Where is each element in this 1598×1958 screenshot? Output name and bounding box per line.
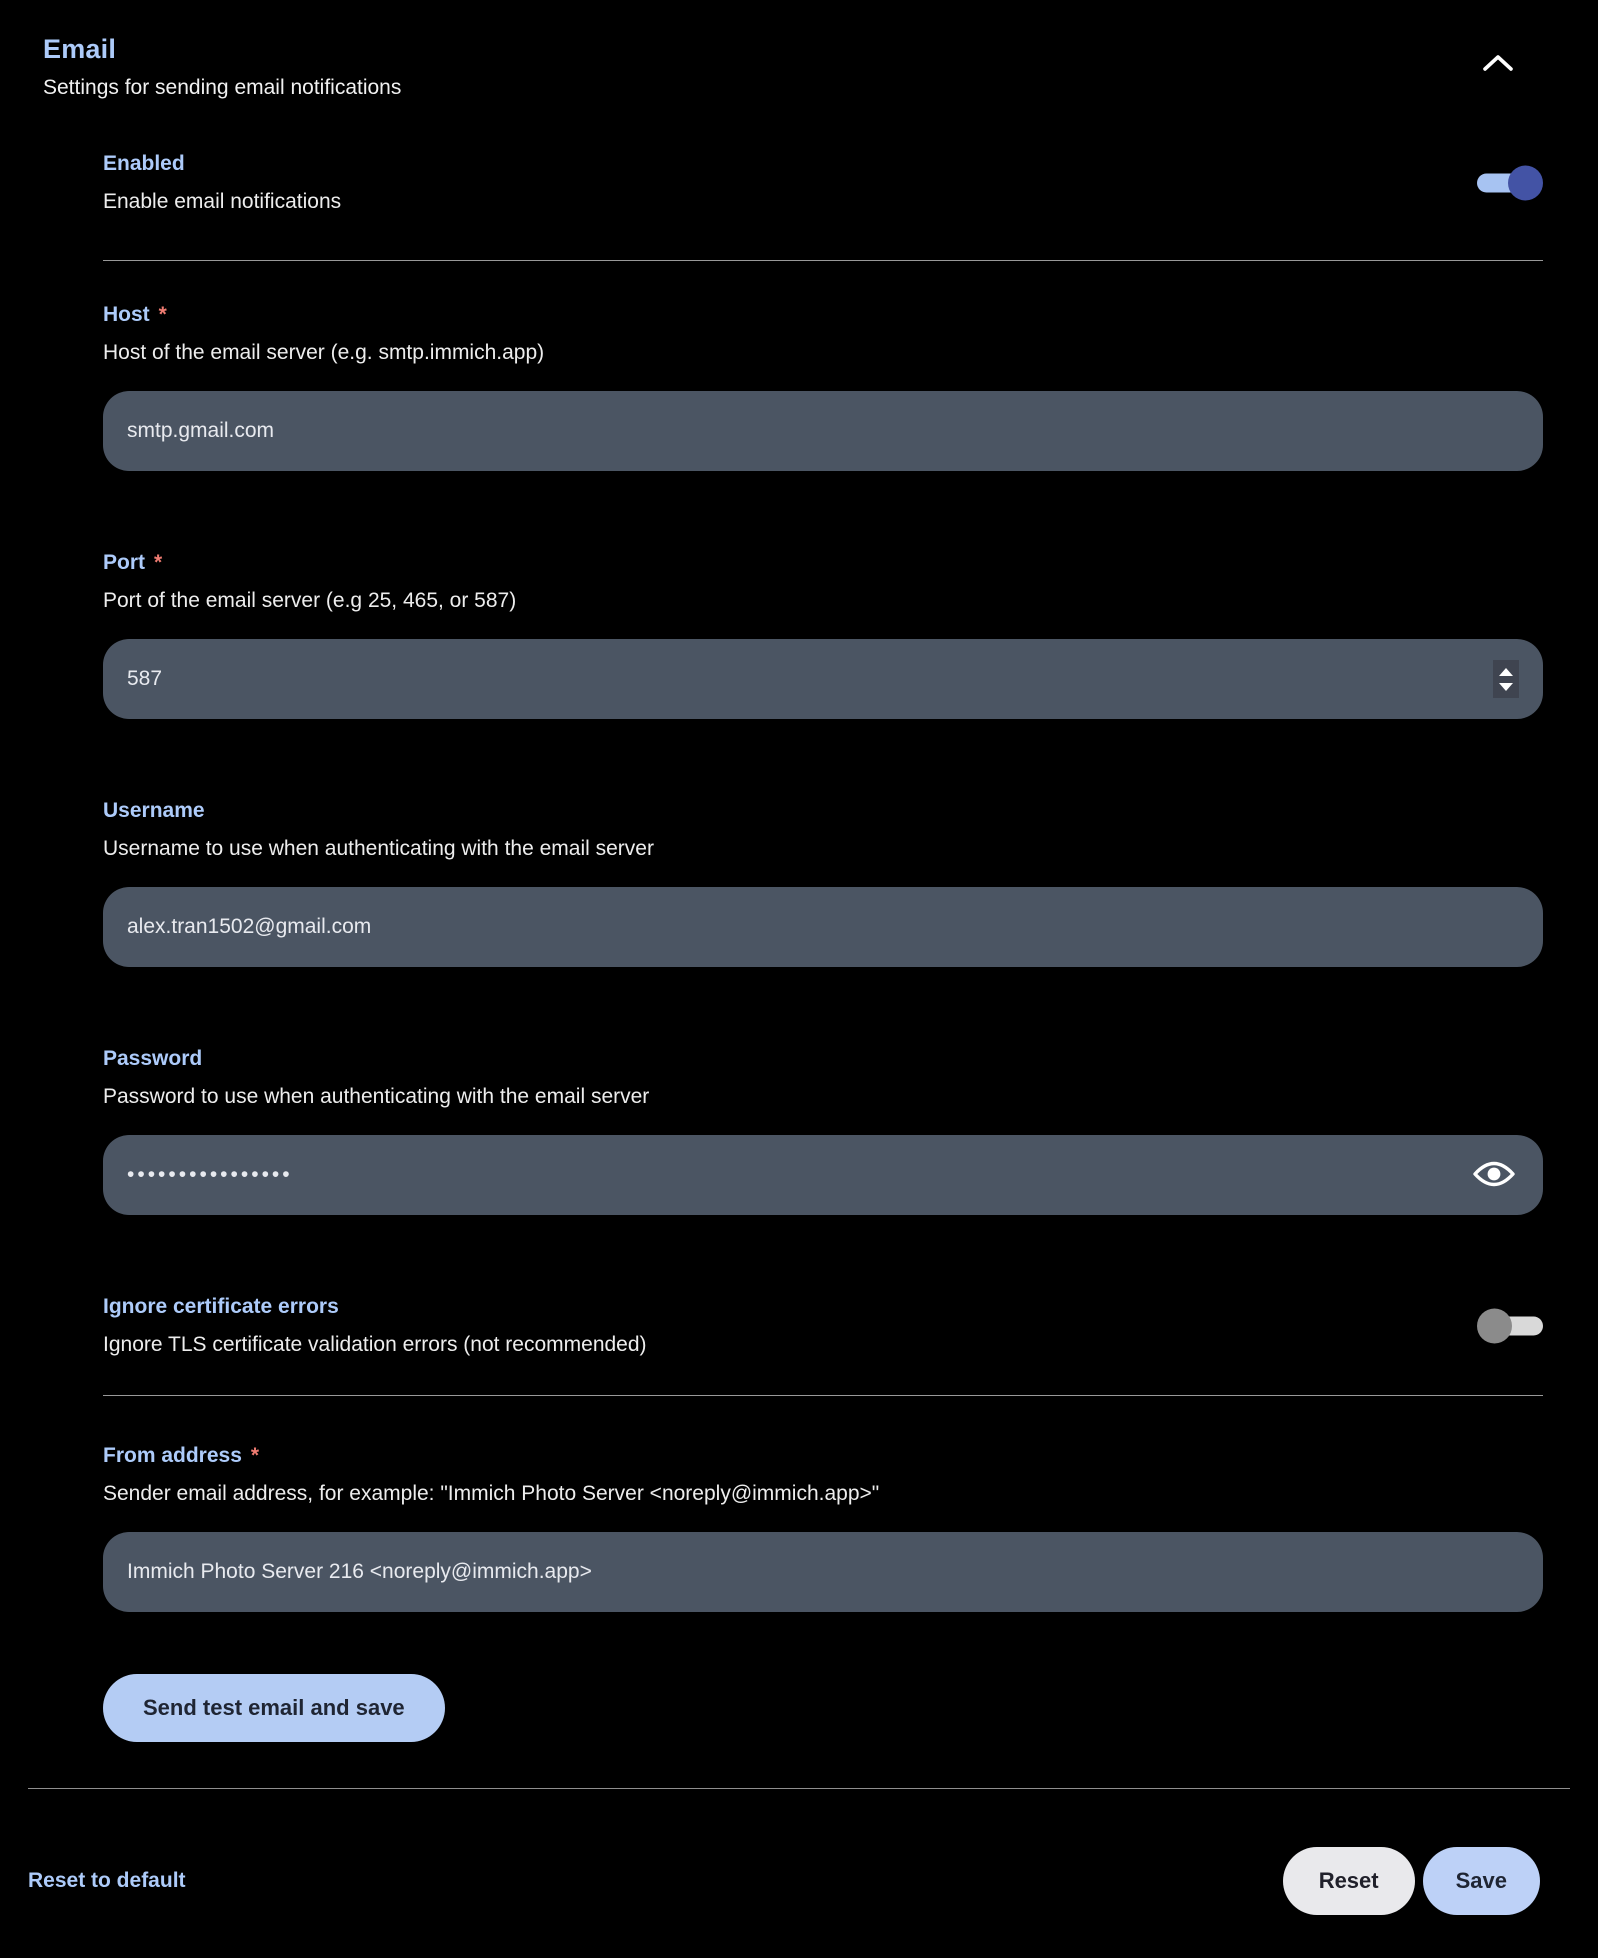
toggle-knob [1477,1309,1512,1344]
setting-port-group [103,551,1543,719]
footer-actions [28,1789,1540,1915]
stepper-up-icon[interactable] [1499,668,1513,676]
from-address-input[interactable] [103,1532,1543,1612]
enabled-label: Enabled [103,152,185,175]
required-asterisk: * [154,551,163,574]
stepper-down-icon[interactable] [1499,683,1513,691]
from-address-description: Sender email address, for example: "Immich Photo Server <noreply@immich.app>" [103,1482,880,1505]
save-button[interactable]: Save [1423,1847,1540,1915]
reset-to-default-link[interactable]: Reset to default [28,1869,186,1892]
chevron-up-icon [1481,52,1515,77]
page-title: Email [43,34,117,64]
password-input[interactable] [103,1135,1543,1215]
host-input[interactable] [103,391,1543,471]
password-description: Password to use when authenticating with the email server [103,1085,650,1108]
enabled-toggle[interactable] [1477,165,1543,201]
reset-button[interactable]: Reset [1283,1847,1415,1915]
port-description: Port of the email server (e.g 25, 465, or 587) [103,589,517,612]
setting-ignore-cert-row [103,1295,1543,1357]
host-label: Host [103,303,150,326]
setting-from-address-group [103,1444,1543,1612]
required-asterisk: * [158,303,167,326]
section-divider [103,1395,1543,1396]
password-label: Password [103,1047,203,1070]
section-divider [103,260,1543,261]
collapse-section-button[interactable] [1478,48,1518,80]
setting-username-group [103,799,1543,967]
settings-fields [103,152,1543,1742]
setting-password-group [103,1047,1543,1215]
required-asterisk: * [250,1444,260,1467]
send-test-email-button[interactable]: Send test email and save [103,1674,445,1742]
username-input[interactable] [103,887,1543,967]
toggle-knob [1508,166,1543,201]
setting-enabled-row [103,152,1543,214]
page-subtitle: Settings for sending email notifications [43,76,402,99]
from-address-label: From address [103,1444,242,1467]
ignore-cert-description: Ignore TLS certificate validation errors (not recommended) [103,1333,647,1356]
show-password-button[interactable] [1471,1158,1517,1192]
ignore-cert-label: Ignore certificate errors [103,1295,339,1318]
number-stepper[interactable] [1493,660,1519,698]
port-label: Port [103,551,145,574]
enabled-description: Enable email notifications [103,190,342,213]
username-label: Username [103,799,205,822]
port-input[interactable] [103,639,1543,719]
panel-header [0,0,1598,100]
eye-icon [1472,1158,1516,1193]
ignore-cert-toggle[interactable] [1477,1308,1543,1344]
username-description: Username to use when authenticating with the email server [103,837,654,860]
setting-host-group [103,303,1543,471]
host-description: Host of the email server (e.g. smtp.immich.app) [103,341,545,364]
